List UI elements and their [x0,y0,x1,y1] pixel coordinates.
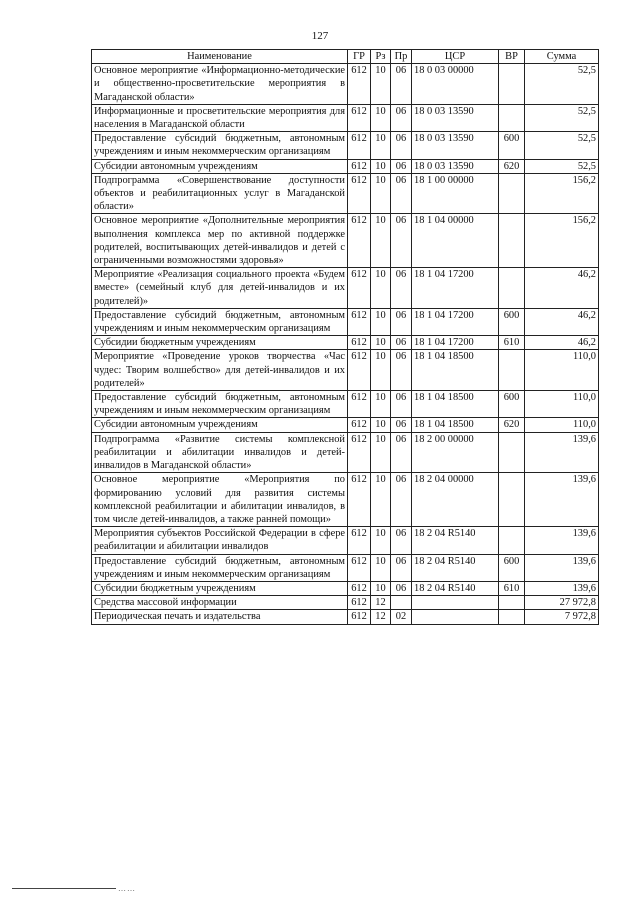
row-gr: 612 [348,308,371,335]
row-csr: 18 1 04 00000 [412,214,499,268]
header-name: Наименование [92,50,348,64]
row-csr: 18 2 04 00000 [412,473,499,527]
row-name: Предоставление субсидий бюджетным, автономным учреждениям и иным некоммерческим организациям [92,554,348,581]
row-name: Мероприятия субъектов Российской Федерации в сфере реабилитации и абилитации инвалидов [92,527,348,554]
row-name: Субсидии бюджетным учреждениям [92,581,348,595]
table-row [92,268,599,309]
row-pr: 06 [391,554,412,581]
row-pr: 06 [391,432,412,473]
row-vr: 620 [499,159,525,173]
header-vr: ВР [499,50,525,64]
row-csr: 18 1 00 00000 [412,173,499,214]
row-vr: 600 [499,391,525,418]
row-csr: 18 2 00 00000 [412,432,499,473]
row-rz: 10 [371,336,391,350]
row-sum: 52,5 [525,132,599,159]
row-pr: 06 [391,159,412,173]
table-row [92,554,599,581]
row-sum: 110,0 [525,418,599,432]
row-rz: 10 [371,432,391,473]
row-sum: 52,5 [525,64,599,105]
row-vr [499,596,525,610]
row-pr: 06 [391,418,412,432]
row-csr [412,596,499,610]
table-row [92,596,599,610]
row-sum: 27 972,8 [525,596,599,610]
row-sum: 139,6 [525,527,599,554]
row-rz: 12 [371,610,391,624]
row-gr: 612 [348,581,371,595]
row-gr: 612 [348,473,371,527]
row-gr: 612 [348,173,371,214]
row-name: Мероприятие «Реализация социального проекта «Будем вместе» (семейный клуб для детей-инвалидов и их родителей)» [92,268,348,309]
row-sum: 46,2 [525,336,599,350]
row-pr: 06 [391,132,412,159]
row-pr: 06 [391,336,412,350]
row-rz: 10 [371,391,391,418]
row-rz: 10 [371,581,391,595]
row-name: Мероприятие «Проведение уроков творчества «Час чудес: Творим волшебство» для детей-инвалидов и их родителей» [92,350,348,391]
row-rz: 10 [371,173,391,214]
row-csr: 18 1 04 18500 [412,391,499,418]
row-pr: 06 [391,104,412,131]
row-pr: 06 [391,473,412,527]
row-gr: 612 [348,159,371,173]
row-rz: 10 [371,159,391,173]
table-row [92,336,599,350]
row-rz: 10 [371,418,391,432]
table-row [92,64,599,105]
header-rz: Рз [371,50,391,64]
row-name: Основное мероприятие «Информационно-методические и общественно-просветительские мероприятия в Магаданской области» [92,64,348,105]
row-gr: 612 [348,596,371,610]
row-vr: 620 [499,418,525,432]
row-vr [499,64,525,105]
table-row [92,159,599,173]
row-rz: 10 [371,104,391,131]
row-pr: 06 [391,581,412,595]
table-row [92,173,599,214]
row-gr: 612 [348,336,371,350]
row-sum: 139,6 [525,581,599,595]
row-name: Субсидии бюджетным учреждениям [92,336,348,350]
row-sum: 139,6 [525,473,599,527]
table-row [92,527,599,554]
footer-rule [12,888,116,889]
row-rz: 10 [371,268,391,309]
header-gr: ГР [348,50,371,64]
row-name: Подпрограмма «Совершенствование доступности объектов и реабилитационных услуг в Магаданской области» [92,173,348,214]
table-row [92,610,599,624]
row-pr: 06 [391,214,412,268]
row-rz: 10 [371,554,391,581]
table-row [92,132,599,159]
row-gr: 612 [348,391,371,418]
row-sum: 46,2 [525,268,599,309]
row-name: Подпрограмма «Развитие системы комплексной реабилитации и абилитации инвалидов и детей-инвалидов в Магаданской области» [92,432,348,473]
row-sum: 52,5 [525,159,599,173]
table-row [92,308,599,335]
row-sum: 7 972,8 [525,610,599,624]
row-vr [499,268,525,309]
header-sum: Сумма [525,50,599,64]
row-sum: 156,2 [525,173,599,214]
row-sum: 139,6 [525,554,599,581]
row-vr: 600 [499,554,525,581]
row-csr: 18 2 04 R5140 [412,527,499,554]
table-row [92,473,599,527]
row-name: Средства массовой информации [92,596,348,610]
row-gr: 612 [348,268,371,309]
row-csr: 18 2 04 R5140 [412,554,499,581]
row-rz: 10 [371,132,391,159]
row-vr: 600 [499,132,525,159]
row-rz: 10 [371,473,391,527]
row-csr: 18 2 04 R5140 [412,581,499,595]
row-name: Предоставление субсидий бюджетным, автономным учреждениям и иным некоммерческим организациям [92,391,348,418]
table-row [92,418,599,432]
row-csr: 18 1 04 17200 [412,308,499,335]
row-sum: 52,5 [525,104,599,131]
row-sum: 139,6 [525,432,599,473]
row-csr: 18 0 03 13590 [412,159,499,173]
row-pr: 06 [391,527,412,554]
row-gr: 612 [348,350,371,391]
budget-table [91,49,599,625]
row-pr: 06 [391,173,412,214]
row-rz: 10 [371,308,391,335]
table-row [92,391,599,418]
row-sum: 46,2 [525,308,599,335]
row-csr: 18 0 03 00000 [412,64,499,105]
page-number: 127 [311,30,329,42]
row-vr: 610 [499,581,525,595]
row-vr [499,432,525,473]
table-header-row [92,50,599,64]
row-gr: 612 [348,610,371,624]
row-pr: 06 [391,308,412,335]
row-rz: 10 [371,527,391,554]
row-name: Основное мероприятие «Дополнительные мероприятия выполнения комплекса мер по активной поддержке родителей, воспитывающих детей-инвалидов и детей с ограниченными возможностями здоровья» [92,214,348,268]
header-csr: ЦСР [412,50,499,64]
row-csr: 18 1 04 18500 [412,350,499,391]
row-pr: 06 [391,391,412,418]
table-row [92,104,599,131]
row-rz: 10 [371,350,391,391]
row-pr [391,596,412,610]
row-gr: 612 [348,132,371,159]
row-vr: 610 [499,336,525,350]
row-csr [412,610,499,624]
row-name: Субсидии автономным учреждениям [92,418,348,432]
row-vr [499,214,525,268]
row-name: Периодическая печать и издательства [92,610,348,624]
row-name: Предоставление субсидий бюджетным, автономным учреждениям и иным некоммерческим организациям [92,132,348,159]
row-name: Предоставление субсидий бюджетным, автономным учреждениям и иным некоммерческим организациям [92,308,348,335]
row-name: Основное мероприятие «Мероприятия по формированию условий для развития системы комплексной реабилитации и абилитации инвалидов, в том числе детей-инвалидов, а также ранней помощи» [92,473,348,527]
row-rz: 10 [371,214,391,268]
row-csr: 18 0 03 13590 [412,132,499,159]
row-vr [499,104,525,131]
header-pr: Пр [391,50,412,64]
row-gr: 612 [348,418,371,432]
table-row [92,350,599,391]
row-gr: 612 [348,64,371,105]
row-pr: 06 [391,350,412,391]
row-rz: 10 [371,64,391,105]
row-name: Информационные и просветительские мероприятия для населения в Магаданской области [92,104,348,131]
row-vr [499,173,525,214]
row-gr: 612 [348,104,371,131]
row-vr: 600 [499,308,525,335]
row-pr: 02 [391,610,412,624]
row-csr: 18 1 04 18500 [412,418,499,432]
row-vr [499,610,525,624]
row-gr: 612 [348,432,371,473]
footer-dots: …… [118,884,136,893]
row-name: Субсидии автономным учреждениям [92,159,348,173]
row-sum: 110,0 [525,391,599,418]
row-csr: 18 0 03 13590 [412,104,499,131]
row-csr: 18 1 04 17200 [412,336,499,350]
table-row [92,581,599,595]
row-csr: 18 1 04 17200 [412,268,499,309]
row-gr: 612 [348,214,371,268]
row-vr [499,473,525,527]
table-row [92,432,599,473]
row-pr: 06 [391,64,412,105]
row-vr [499,527,525,554]
table-row [92,214,599,268]
row-gr: 612 [348,527,371,554]
row-sum: 110,0 [525,350,599,391]
row-vr [499,350,525,391]
row-gr: 612 [348,554,371,581]
row-pr: 06 [391,268,412,309]
row-sum: 156,2 [525,214,599,268]
row-rz: 12 [371,596,391,610]
